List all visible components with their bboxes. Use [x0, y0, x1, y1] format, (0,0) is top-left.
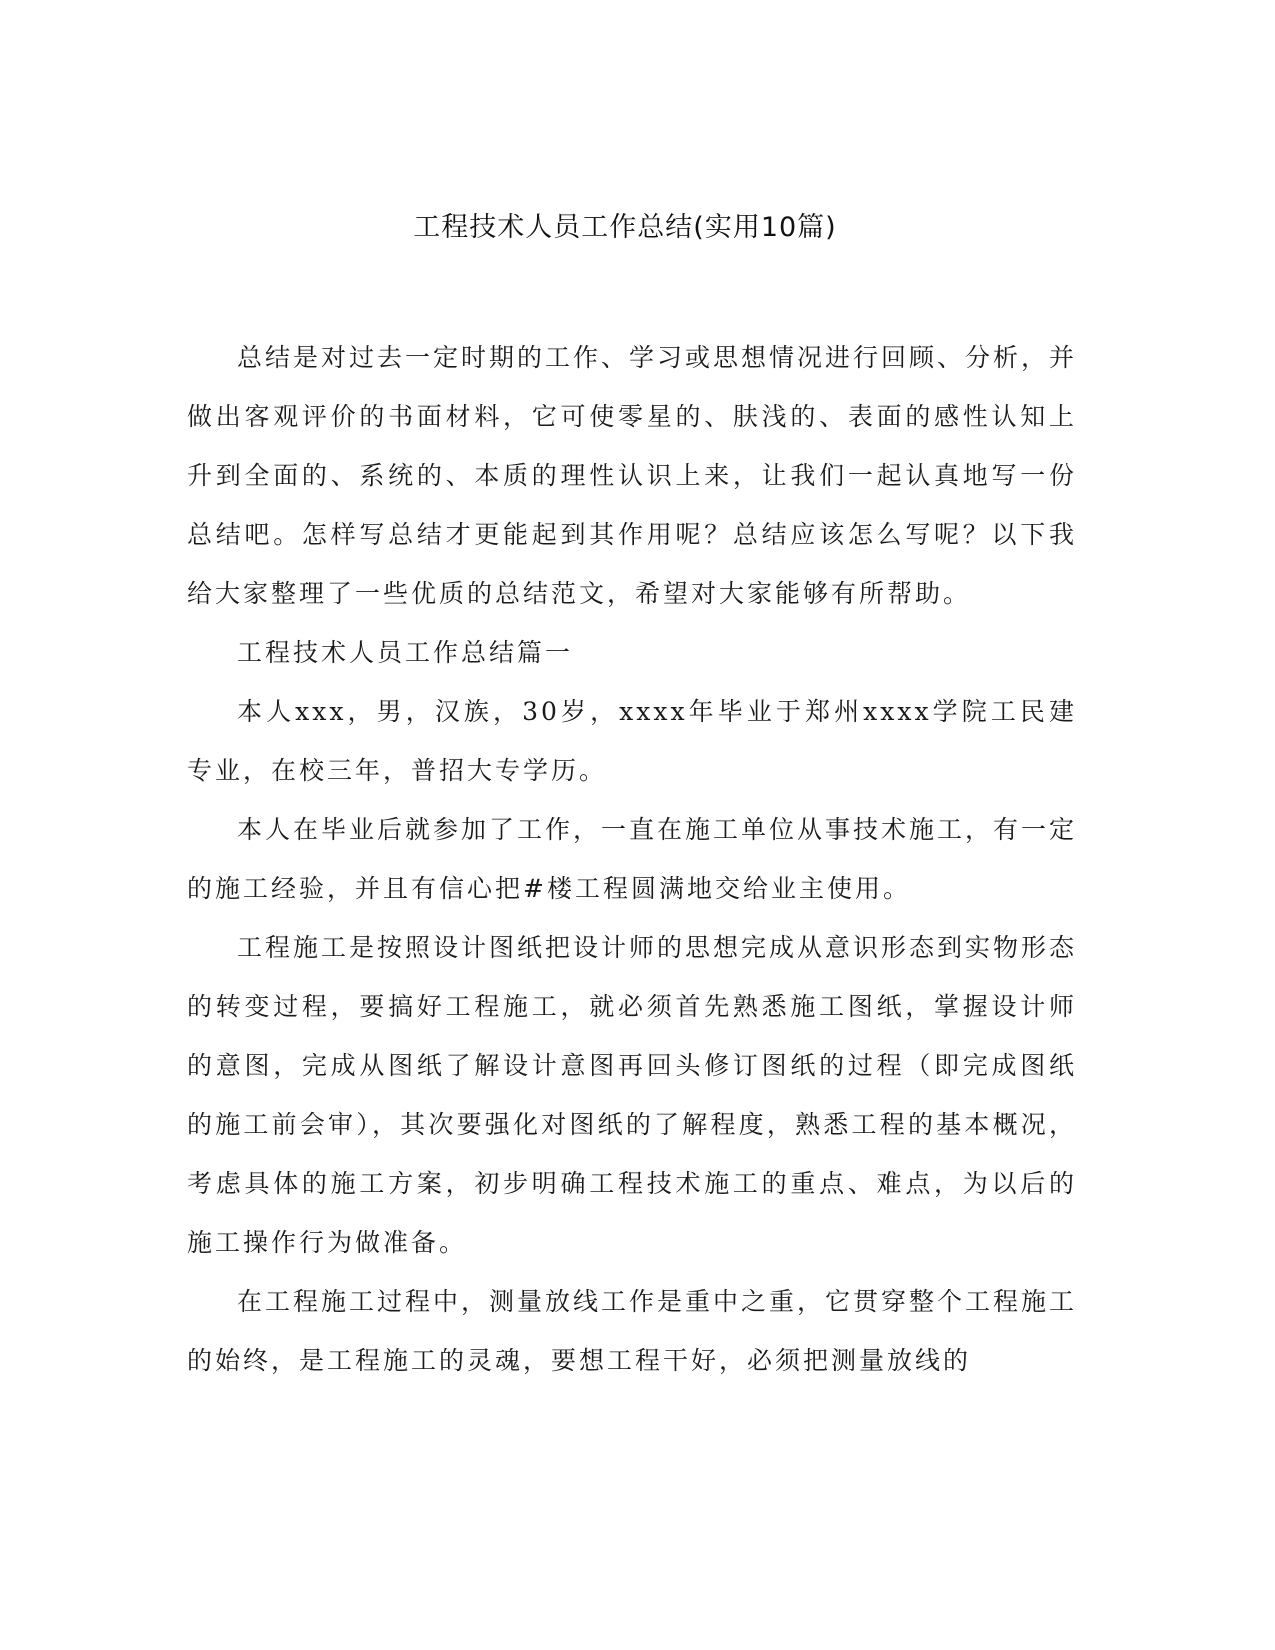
body-paragraph: 在工程施工过程中，测量放线工作是重中之重，它贯穿整个工程施工的始终，是工程施工的灵魂，要想工程干好，必须把测量放线的: [187, 1287, 1078, 1375]
section-heading: 工程技术人员工作总结篇一: [237, 638, 574, 667]
body-paragraph: 工程施工是按照设计图纸把设计师的思想完成从意识形态到实物形态的转变过程，要搞好工程施工，就必须首先熟悉施工图纸，掌握设计师的意图，完成从图纸了解设计意图再回头修订图纸的过程（即完成图纸的施工前会审），其次要强化对图纸的了解程度，熟悉工程的基本概况，考虑具体的施工方案，初步明确工程技术施工的重点、难点，为以后的施工操作行为做准备。: [187, 933, 1078, 1257]
document-body: [187, 328, 1077, 1390]
body-paragraph: 本人在毕业后就参加了工作，一直在施工单位从事技术施工，有一定的施工经验，并且有信心把#楼工程圆满地交给业主使用。: [187, 815, 1078, 903]
intro-paragraph: 总结是对过去一定时期的工作、学习或思想情况进行回顾、分析，并做出客观评价的书面材料，它可使零星的、肤浅的、表面的感性认知上升到全面的、系统的、本质的理性认识上来，让我们一起认真地写一份总结吧。怎样写总结才更能起到其作用呢？总结应该怎么写呢？以下我给大家整理了一些优质的总结范文，希望对大家能够有所帮助。: [187, 343, 1078, 608]
document-title: 工程技术人员工作总结(实用10篇): [413, 212, 837, 243]
body-paragraph: 本人xxx，男，汉族，30岁，xxxx年毕业于郑州xxxx学院工民建专业，在校三年，普招大专学历。: [187, 697, 1077, 785]
